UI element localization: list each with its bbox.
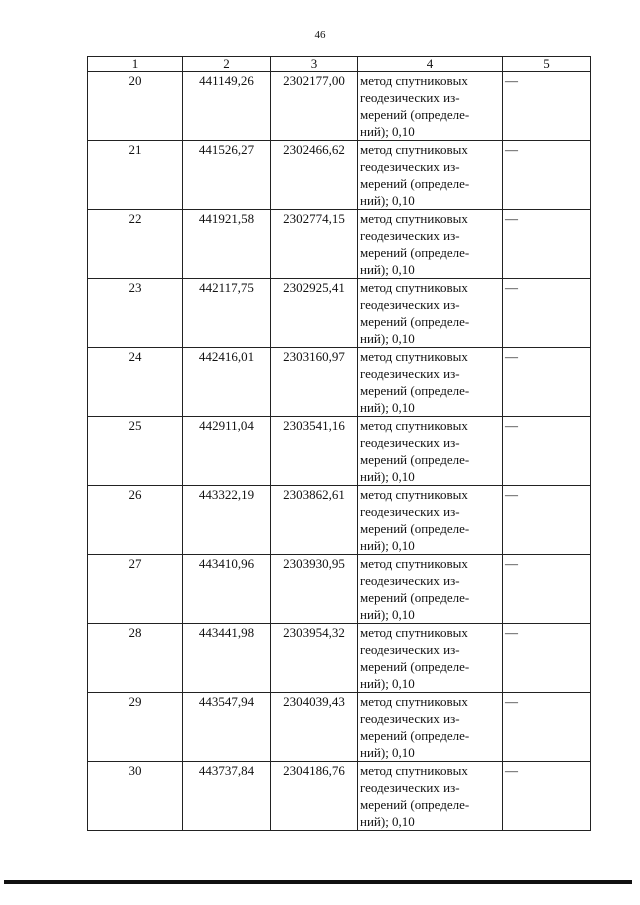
precision-cell: — xyxy=(503,141,591,210)
point-number: 28 xyxy=(88,624,183,693)
coordinate-x: 443547,94 xyxy=(183,693,271,762)
table-row xyxy=(88,348,591,417)
method-cell xyxy=(358,693,503,762)
method-line: геодезических из- xyxy=(360,366,460,381)
table-row xyxy=(88,693,591,762)
method-line: мерений (определе- xyxy=(360,521,470,536)
method-line: геодезических из- xyxy=(360,711,460,726)
method-line: метод спутниковых xyxy=(360,694,468,709)
method-line: метод спутниковых xyxy=(360,418,468,433)
coordinate-x: 442117,75 xyxy=(183,279,271,348)
column-header: 1 xyxy=(88,57,183,72)
table-row xyxy=(88,417,591,486)
table-row xyxy=(88,555,591,624)
coordinate-y: 2303930,95 xyxy=(271,555,358,624)
bottom-rule xyxy=(4,880,632,884)
precision-cell: — xyxy=(503,624,591,693)
table-row xyxy=(88,72,591,141)
method-line: метод спутниковых xyxy=(360,73,468,88)
method-cell xyxy=(358,624,503,693)
table-row xyxy=(88,624,591,693)
coordinates-table xyxy=(87,56,591,831)
method-line: ний); 0,10 xyxy=(360,676,415,691)
column-header: 4 xyxy=(358,57,503,72)
table-body xyxy=(88,57,591,831)
method-cell xyxy=(358,417,503,486)
table-row xyxy=(88,279,591,348)
method-line: метод спутниковых xyxy=(360,763,468,778)
method-line: мерений (определе- xyxy=(360,383,470,398)
method-cell xyxy=(358,486,503,555)
method-line: ний); 0,10 xyxy=(360,745,415,760)
coordinate-y: 2302177,00 xyxy=(271,72,358,141)
method-cell xyxy=(358,141,503,210)
point-number: 25 xyxy=(88,417,183,486)
method-line: ний); 0,10 xyxy=(360,814,415,829)
precision-cell: — xyxy=(503,555,591,624)
method-line: ний); 0,10 xyxy=(360,400,415,415)
method-line: метод спутниковых xyxy=(360,280,468,295)
coordinate-y: 2302925,41 xyxy=(271,279,358,348)
coordinate-x: 442911,04 xyxy=(183,417,271,486)
coordinate-x: 443322,19 xyxy=(183,486,271,555)
point-number: 20 xyxy=(88,72,183,141)
precision-cell: — xyxy=(503,210,591,279)
coordinate-x: 443737,84 xyxy=(183,762,271,831)
method-line: ний); 0,10 xyxy=(360,193,415,208)
method-line: геодезических из- xyxy=(360,297,460,312)
method-line: геодезических из- xyxy=(360,435,460,450)
method-line: геодезических из- xyxy=(360,642,460,657)
method-cell xyxy=(358,762,503,831)
coordinate-y: 2303862,61 xyxy=(271,486,358,555)
coordinate-y: 2302774,15 xyxy=(271,210,358,279)
method-line: мерений (определе- xyxy=(360,728,470,743)
precision-cell: — xyxy=(503,72,591,141)
point-number: 29 xyxy=(88,693,183,762)
point-number: 26 xyxy=(88,486,183,555)
method-line: ний); 0,10 xyxy=(360,262,415,277)
page-number: 46 xyxy=(314,29,326,41)
method-line: метод спутниковых xyxy=(360,487,468,502)
table-row xyxy=(88,141,591,210)
method-line: ний); 0,10 xyxy=(360,124,415,139)
column-header: 3 xyxy=(271,57,358,72)
precision-cell: — xyxy=(503,762,591,831)
precision-cell: — xyxy=(503,417,591,486)
method-line: мерений (определе- xyxy=(360,797,470,812)
coordinate-y: 2302466,62 xyxy=(271,141,358,210)
point-number: 23 xyxy=(88,279,183,348)
method-line: геодезических из- xyxy=(360,780,460,795)
method-line: мерений (определе- xyxy=(360,452,470,467)
method-line: мерений (определе- xyxy=(360,314,470,329)
table-row xyxy=(88,486,591,555)
method-line: ний); 0,10 xyxy=(360,469,415,484)
method-line: метод спутниковых xyxy=(360,625,468,640)
column-header: 2 xyxy=(183,57,271,72)
method-line: геодезических из- xyxy=(360,573,460,588)
point-number: 27 xyxy=(88,555,183,624)
column-header: 5 xyxy=(503,57,591,72)
method-line: ний); 0,10 xyxy=(360,607,415,622)
method-line: геодезических из- xyxy=(360,159,460,174)
point-number: 22 xyxy=(88,210,183,279)
coordinate-y: 2303160,97 xyxy=(271,348,358,417)
method-line: мерений (определе- xyxy=(360,245,470,260)
precision-cell: — xyxy=(503,279,591,348)
method-line: метод спутниковых xyxy=(360,142,468,157)
precision-cell: — xyxy=(503,693,591,762)
method-line: геодезических из- xyxy=(360,504,460,519)
method-cell xyxy=(358,210,503,279)
method-line: геодезических из- xyxy=(360,228,460,243)
method-line: метод спутниковых xyxy=(360,349,468,364)
table-row xyxy=(88,762,591,831)
method-line: ний); 0,10 xyxy=(360,331,415,346)
method-line: метод спутниковых xyxy=(360,556,468,571)
coordinate-y: 2303541,16 xyxy=(271,417,358,486)
coordinate-y: 2303954,32 xyxy=(271,624,358,693)
point-number: 30 xyxy=(88,762,183,831)
precision-cell: — xyxy=(503,486,591,555)
method-line: ний); 0,10 xyxy=(360,538,415,553)
method-line: мерений (определе- xyxy=(360,176,470,191)
coordinate-y: 2304186,76 xyxy=(271,762,358,831)
header-row xyxy=(88,57,591,72)
method-cell xyxy=(358,348,503,417)
method-cell xyxy=(358,279,503,348)
precision-cell: — xyxy=(503,348,591,417)
coordinate-y: 2304039,43 xyxy=(271,693,358,762)
method-line: мерений (определе- xyxy=(360,107,470,122)
method-cell xyxy=(358,555,503,624)
coordinate-x: 443441,98 xyxy=(183,624,271,693)
method-line: мерений (определе- xyxy=(360,590,470,605)
method-line: геодезических из- xyxy=(360,90,460,105)
method-line: метод спутниковых xyxy=(360,211,468,226)
table-row xyxy=(88,210,591,279)
method-cell xyxy=(358,72,503,141)
coordinate-x: 441526,27 xyxy=(183,141,271,210)
coordinate-x: 443410,96 xyxy=(183,555,271,624)
method-line: мерений (определе- xyxy=(360,659,470,674)
point-number: 24 xyxy=(88,348,183,417)
coordinate-x: 441921,58 xyxy=(183,210,271,279)
coordinate-x: 441149,26 xyxy=(183,72,271,141)
coordinate-x: 442416,01 xyxy=(183,348,271,417)
point-number: 21 xyxy=(88,141,183,210)
